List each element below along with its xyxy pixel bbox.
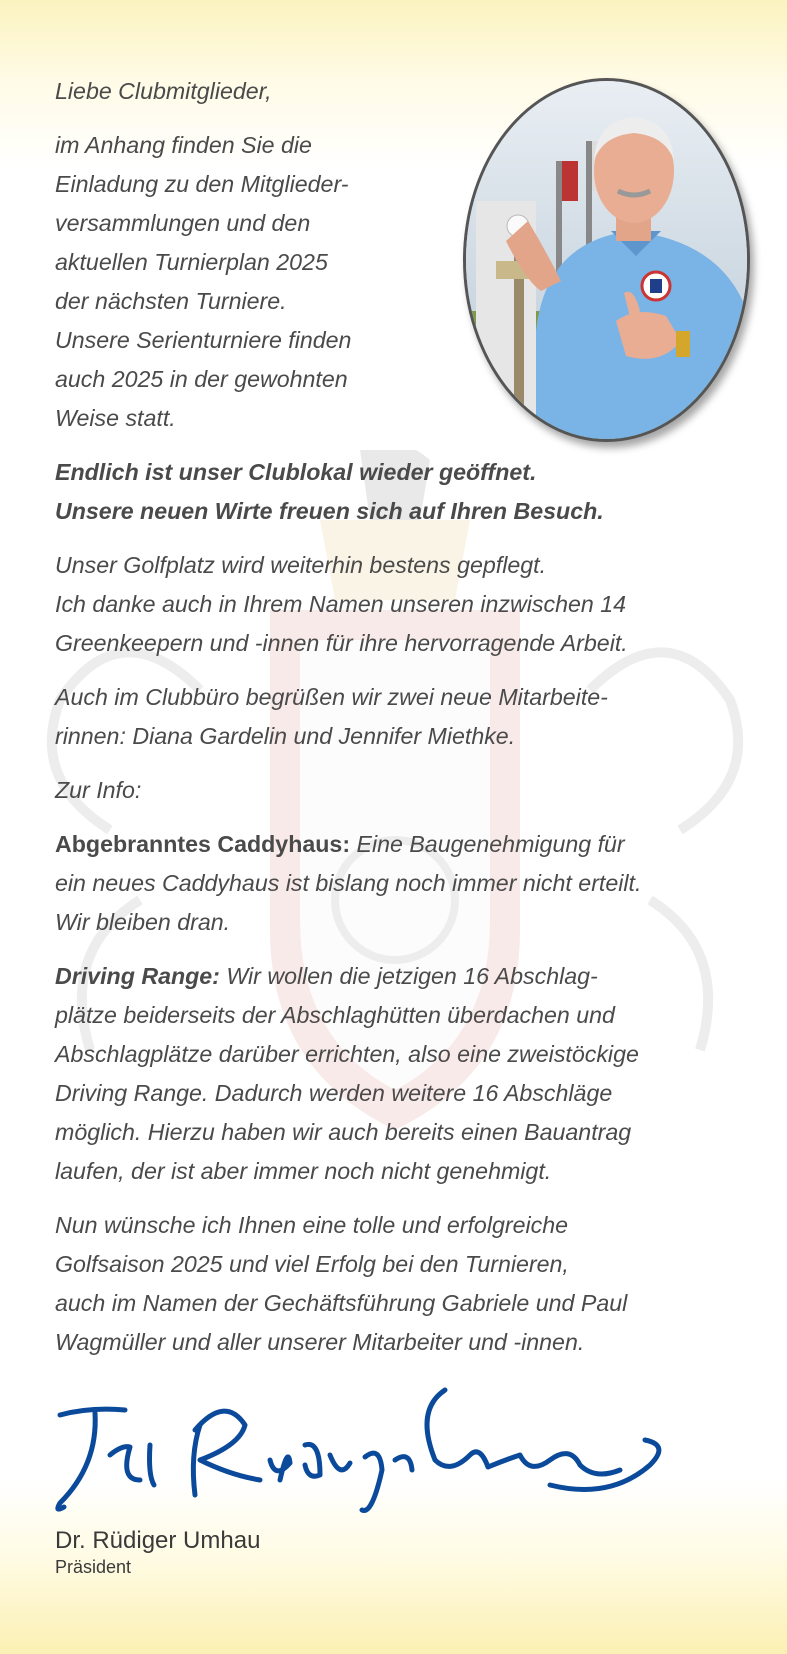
signer-name: Dr. Rüdiger Umhau [55, 1527, 261, 1554]
greenkeeper-line: Unser Golfplatz wird weiterhin bestens gepflegt. [55, 552, 547, 578]
range-line: Abschlagplätze darüber errichten, also eine zweistöckige [55, 1041, 639, 1067]
range-line: Driving Range. Dadurch werden weitere 16 Abschläge [55, 1080, 613, 1106]
president-photo-illustration [466, 81, 747, 439]
intro-line: auch 2025 in der gewohnten [55, 366, 348, 392]
intro-line: versammlungen und den [55, 210, 311, 236]
greenkeeper-line: Ich danke auch in Ihrem Namen unseren inzwischen 14 [55, 591, 626, 617]
intro-line: aktuellen Turnierplan 2025 [55, 249, 328, 275]
info-heading: Zur Info: [55, 777, 142, 803]
caddyhaus-line: ein neues Caddyhaus ist bislang noch immer nicht erteilt. [55, 870, 642, 896]
greenkeeper-paragraph [55, 546, 745, 663]
closing-line: Nun wünsche ich Ihnen eine tolle und erfolgreiche [55, 1212, 569, 1238]
signer-role: Präsident [55, 1557, 132, 1577]
greenkeeper-line: Greenkeepern und -innen für ihre hervorragende Arbeit. [55, 630, 628, 656]
office-paragraph [55, 678, 745, 756]
closing-paragraph [55, 1206, 745, 1362]
intro-line: der nächsten Turniere. [55, 288, 287, 314]
intro-line: Einladung zu den Mitglieder- [55, 171, 349, 197]
greeting: Liebe Clubmitglieder, [55, 78, 272, 104]
intro-line: im Anhang finden Sie die [55, 132, 312, 158]
range-first-line [55, 957, 745, 996]
signature [50, 1385, 680, 1525]
range-line: plätze beiderseits der Abschlaghütten überdachen und [55, 1002, 615, 1028]
president-photo [463, 78, 750, 442]
clublokal-paragraph [55, 453, 745, 531]
intro-paragraph [55, 126, 435, 438]
intro-line: Unsere Serienturniere finden [55, 327, 352, 353]
highlight-line: Endlich ist unser Clublokal wieder geöffnet. [55, 459, 537, 485]
intro-line: Weise statt. [55, 405, 176, 431]
caddyhaus-text: Eine Baugenehmigung für [350, 831, 625, 857]
office-line: rinnen: Diana Gardelin und Jennifer Miethke. [55, 723, 516, 749]
caddyhaus-first-line [55, 825, 745, 864]
range-line: möglich. Hierzu haben wir auch bereits einen Bauantrag [55, 1119, 632, 1145]
closing-line: auch im Namen der Gechäftsführung Gabriele und Paul [55, 1290, 628, 1316]
closing-line: Golfsaison 2025 und viel Erfolg bei den Turnieren, [55, 1251, 569, 1277]
range-text: Wir wollen die jetzigen 16 Abschlag- [219, 963, 598, 989]
caddyhaus-line: Wir bleiben dran. [55, 909, 231, 935]
caddyhaus-label: Abgebranntes Caddyhaus: [55, 831, 351, 857]
closing-line: Wagmüller und aller unserer Mitarbeiter und -innen. [55, 1329, 585, 1355]
range-line: laufen, der ist aber immer noch nicht genehmigt. [55, 1158, 552, 1184]
range-label: Driving Range: [55, 963, 220, 989]
highlight-line: Unsere neuen Wirte freuen sich auf Ihren Besuch. [55, 498, 604, 524]
driving-range-paragraph [55, 957, 745, 1191]
caddyhaus-paragraph [55, 825, 745, 942]
office-line: Auch im Clubbüro begrüßen wir zwei neue Mitarbeite- [55, 684, 608, 710]
